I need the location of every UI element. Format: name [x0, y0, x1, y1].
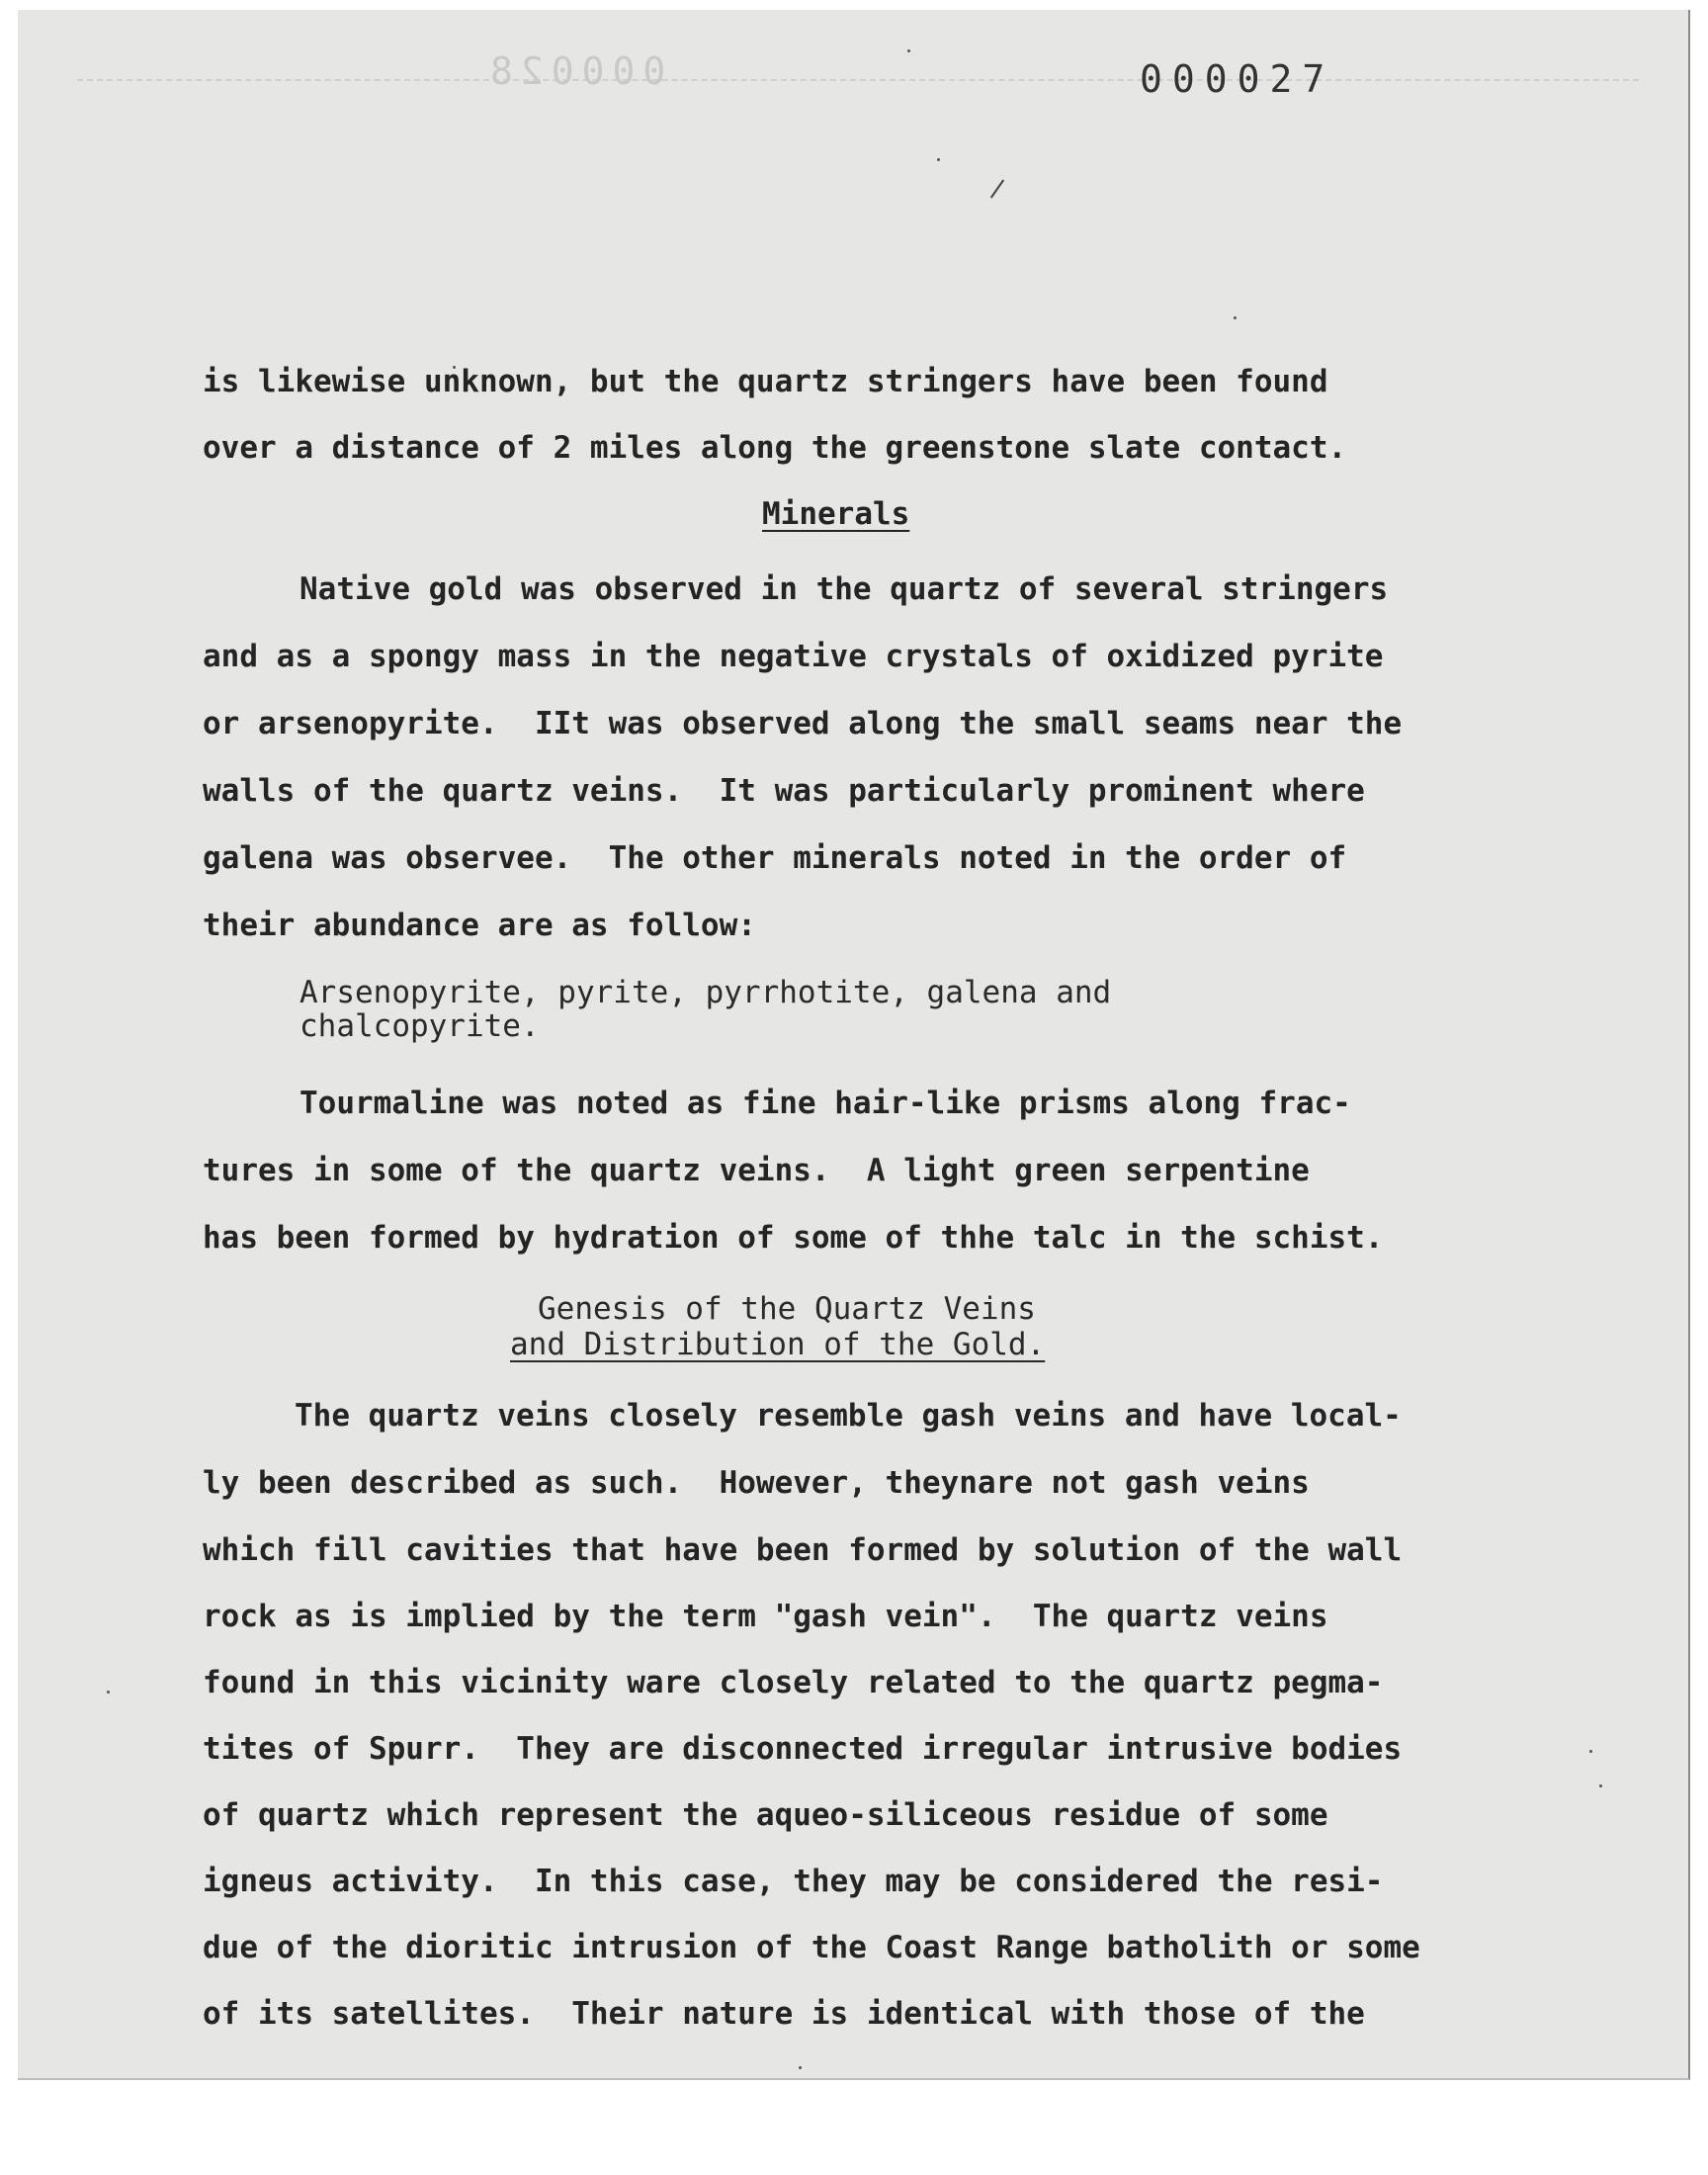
text-line-4: and as a spongy mass in the negative crystals of oxidized pyrite	[203, 639, 1384, 674]
text-line-18: of quartz which represent the aqueo-siliceous residue of some	[203, 1797, 1328, 1833]
section-heading-minerals: Minerals	[762, 496, 910, 532]
text-line-15: rock as is implied by the term "gash vein". The quartz veins	[203, 1599, 1328, 1634]
document-page	[18, 10, 1690, 2080]
speck	[1599, 1784, 1602, 1787]
text-line-20: due of the dioritic intrusion of the Coast Range batholith or some	[203, 1930, 1420, 1965]
pen-mark	[990, 179, 1004, 198]
text-line-21: of its satellites. Their nature is identical with those of the	[203, 1996, 1365, 2032]
section-heading-genesis-line-1: Genesis of the Quartz Veins	[538, 1291, 1036, 1327]
text-line-7: galena was observee. The other minerals noted in the order of	[203, 840, 1347, 876]
text-line-11: has been formed by hydration of some of thhe talc in the schist.	[203, 1220, 1384, 1256]
text-line-9: Tourmaline was noted as fine hair-like prisms along frac-	[299, 1086, 1351, 1121]
text-line-6: walls of the quartz veins. It was particularly prominent where	[203, 773, 1365, 809]
text-line-5: or arsenopyrite. IIt was observed along the small seams near the	[203, 706, 1403, 741]
text-line-10: tures in some of the quartz veins. A light green serpentine	[203, 1153, 1310, 1188]
text-line-1: is likewise unknown, but the quartz stringers have been found	[203, 364, 1328, 399]
speck	[107, 1691, 110, 1694]
page-number: 000027	[1140, 57, 1335, 101]
mineral-list-line-1: Arsenopyrite, pyrite, pyrrhotite, galena and	[299, 975, 1112, 1010]
text-line-19: igneus activity. In this case, they may be considered the resi-	[203, 1864, 1384, 1899]
speck	[799, 2066, 802, 2069]
text-line-14: which fill cavities that have been formed by solution of the wall	[203, 1532, 1403, 1568]
speck	[1589, 1750, 1592, 1753]
mineral-list-line-2: chalcopyrite.	[299, 1008, 540, 1044]
speck	[937, 158, 940, 161]
text-line-3: Native gold was observed in the quartz of several stringers	[299, 571, 1389, 607]
text-line-13: ly been described as such. However, theynare not gash veins	[203, 1465, 1310, 1501]
speck	[1234, 316, 1237, 319]
text-line-2: over a distance of 2 miles along the greenstone slate contact.	[203, 430, 1347, 466]
text-line-17: tites of Spurr. They are disconnected irregular intrusive bodies	[203, 1731, 1403, 1767]
speck	[907, 49, 910, 52]
section-heading-genesis-line-2: and Distribution of the Gold.	[510, 1327, 1046, 1362]
text-line-16: found in this vicinity ware closely related to the quartz pegma-	[203, 1665, 1384, 1700]
bleed-through-page-number: 000028	[482, 49, 666, 93]
text-line-8: their abundance are as follow:	[203, 908, 756, 943]
bleed-through-rule	[77, 79, 1639, 82]
text-line-12: The quartz veins closely resemble gash veins and have local-	[295, 1398, 1402, 1434]
